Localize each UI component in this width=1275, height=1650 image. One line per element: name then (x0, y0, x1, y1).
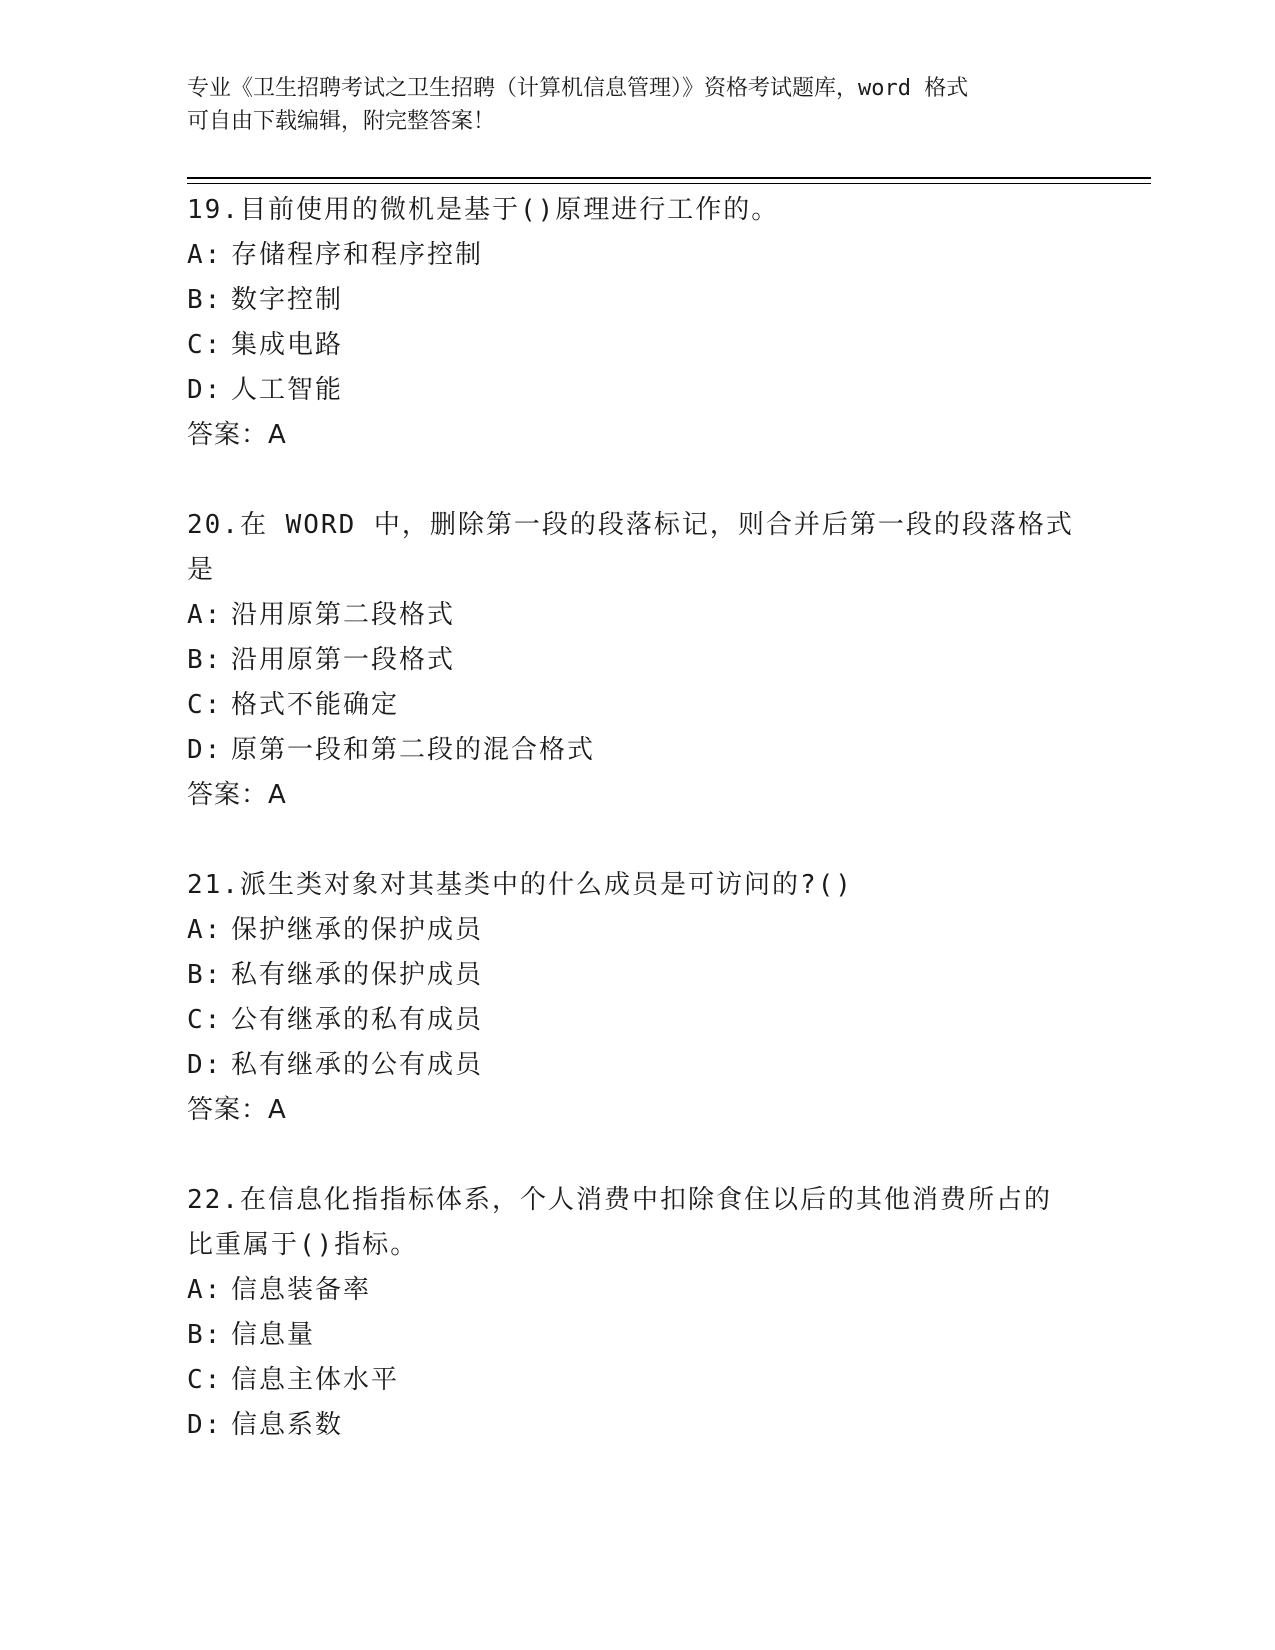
question-20 (187, 503, 1087, 818)
option-b (187, 278, 1087, 323)
option-text: 信息主体水平 (231, 1365, 400, 1395)
answer-line: 答案：A (187, 1095, 287, 1125)
header-rule-thin (187, 183, 1151, 184)
option-letter: C: (187, 690, 223, 720)
option-letter: C: (187, 1365, 223, 1395)
question-stem: 21.派生类对象对其基类中的什么成员是可访问的?() (187, 870, 853, 900)
option-text: 保护继承的保护成员 (231, 915, 484, 945)
question-stem: 20.在 WORD 中，删除第一段的段落标记，则合并后第一段的段落格式 (187, 510, 1074, 540)
option-letter: B: (187, 1320, 223, 1350)
option-b (187, 953, 1087, 998)
option-c (187, 683, 1087, 728)
option-b (187, 1313, 1087, 1358)
question-stem-continued: 是 (187, 555, 216, 585)
question-stem-continued: 比重属于()指标。 (187, 1230, 419, 1260)
option-letter: B: (187, 960, 223, 990)
header-line-2: 可自由下载编辑，附完整答案！ (187, 109, 496, 134)
option-c (187, 1358, 1087, 1403)
option-text: 格式不能确定 (231, 690, 400, 720)
option-a (187, 1268, 1087, 1313)
option-text: 数字控制 (231, 285, 344, 315)
option-letter: C: (187, 1005, 223, 1035)
question-list (187, 188, 1087, 1493)
option-letter: D: (187, 375, 223, 405)
option-letter: A: (187, 1275, 223, 1305)
answer-line: 答案：A (187, 780, 287, 810)
answer-line: 答案：A (187, 420, 287, 450)
option-letter: A: (187, 915, 223, 945)
option-letter: D: (187, 735, 223, 765)
option-text: 信息量 (231, 1320, 316, 1350)
option-text: 公有继承的私有成员 (231, 1005, 484, 1035)
option-letter: B: (187, 645, 223, 675)
document-header (187, 72, 1067, 138)
option-c (187, 323, 1087, 368)
option-text: 沿用原第一段格式 (231, 645, 456, 675)
header-line-1: 专业《卫生招聘考试之卫生招聘（计算机信息管理）》资格考试题库，word 格式 (187, 76, 969, 101)
option-text: 人工智能 (231, 375, 344, 405)
option-b (187, 638, 1087, 683)
option-text: 沿用原第二段格式 (231, 600, 456, 630)
option-text: 集成电路 (231, 330, 344, 360)
option-letter: D: (187, 1050, 223, 1080)
option-d (187, 1403, 1087, 1448)
question-stem: 19.目前使用的微机是基于()原理进行工作的。 (187, 195, 780, 225)
question-19 (187, 188, 1087, 458)
option-a (187, 593, 1087, 638)
option-text: 原第一段和第二段的混合格式 (231, 735, 596, 765)
option-c (187, 998, 1087, 1043)
option-text: 信息装备率 (231, 1275, 372, 1305)
option-letter: B: (187, 285, 223, 315)
option-text: 信息系数 (231, 1410, 344, 1440)
option-a (187, 233, 1087, 278)
question-22 (187, 1178, 1087, 1448)
option-letter: D: (187, 1410, 223, 1440)
header-rule-thick (187, 177, 1151, 179)
option-letter: C: (187, 330, 223, 360)
option-letter: A: (187, 240, 223, 270)
option-text: 私有继承的公有成员 (231, 1050, 484, 1080)
option-text: 私有继承的保护成员 (231, 960, 484, 990)
option-a (187, 908, 1087, 953)
question-21 (187, 863, 1087, 1133)
option-d (187, 1043, 1087, 1088)
option-d (187, 728, 1087, 773)
option-text: 存储程序和程序控制 (231, 240, 484, 270)
question-stem: 22.在信息化指指标体系，个人消费中扣除食住以后的其他消费所占的 (187, 1185, 1052, 1215)
option-letter: A: (187, 600, 223, 630)
option-d (187, 368, 1087, 413)
